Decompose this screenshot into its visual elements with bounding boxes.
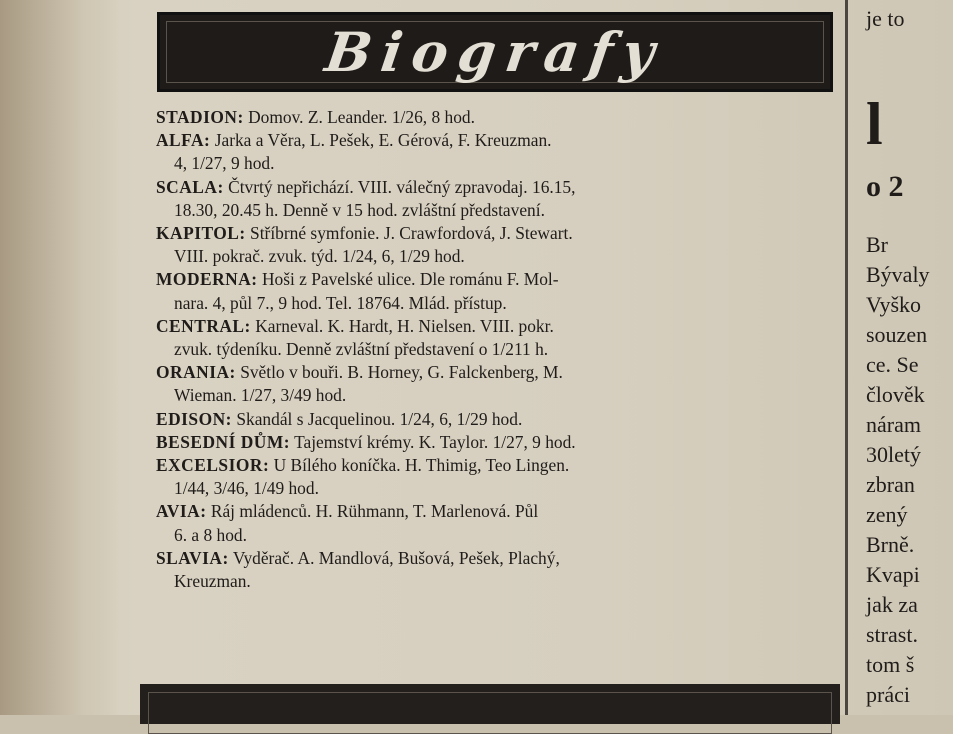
listing-first-line bbox=[156, 315, 846, 338]
adjacent-column-line: tom š bbox=[866, 652, 915, 677]
listing-text: Tajemství krémy. K. Taylor. 1/27, 9 hod. bbox=[294, 431, 576, 452]
listing-first-line bbox=[156, 547, 846, 570]
listing-entry bbox=[156, 176, 846, 222]
adjacent-column-line: náram bbox=[866, 412, 921, 437]
listing-text: Stříbrné symfonie. J. Crawfordová, J. Stewart. bbox=[250, 223, 573, 244]
listing-first-line bbox=[156, 454, 846, 477]
listing-continuation: 4, 1/27, 9 hod. bbox=[174, 153, 275, 174]
listing-continuation: Wieman. 1/27, 3/49 hod. bbox=[174, 385, 347, 406]
cinema-name: SCALA: bbox=[156, 176, 224, 197]
adjacent-column-line: Brně. bbox=[866, 532, 915, 557]
masthead-title: Biografy bbox=[321, 20, 669, 84]
listing-continuation: 6. a 8 hod. bbox=[174, 524, 247, 545]
listing-continuation: zvuk. týdeníku. Denně zvláštní představení o 1/211 h. bbox=[174, 339, 549, 360]
adjacent-column-line: 30letý bbox=[866, 442, 921, 467]
column-divider bbox=[845, 0, 848, 715]
adjacent-column-line: souzen bbox=[866, 322, 928, 347]
listing-first-line bbox=[156, 106, 846, 129]
listing-text: Ráj mládenců. H. Rühmann, T. Marlenová. Půl bbox=[210, 501, 539, 522]
adjacent-column-line: o 2 bbox=[866, 170, 904, 203]
cinema-name: EXCELSIOR: bbox=[156, 455, 270, 476]
listing-text: Světlo v bouři. B. Horney, G. Falckenberg, M. bbox=[240, 362, 563, 383]
adjacent-column-line: Br bbox=[866, 232, 888, 257]
listing-entry bbox=[156, 431, 846, 454]
listing-text: Skandál s Jacquelinou. 1/24, 6, 1/29 hod. bbox=[236, 408, 523, 429]
listing-first-line bbox=[156, 268, 846, 291]
listing-text: Jarka a Věra, L. Pešek, E. Gérová, F. Kreuzman. bbox=[214, 130, 552, 151]
listing-entry bbox=[156, 361, 846, 407]
adjacent-column-line: zbran bbox=[866, 472, 915, 497]
listing-entry bbox=[156, 454, 846, 500]
cinema-name: EDISON: bbox=[156, 408, 232, 429]
adjacent-column-line: Kvapi bbox=[866, 562, 920, 587]
banner-border bbox=[148, 692, 832, 734]
cinema-listings bbox=[156, 106, 846, 593]
listing-entry bbox=[156, 547, 846, 593]
listing-continuation: Kreuzman. bbox=[174, 571, 251, 592]
listing-first-line bbox=[156, 129, 846, 152]
listing-entry bbox=[156, 268, 846, 314]
listing-continuation: VIII. pokrač. zvuk. týd. 1/24, 6, 1/29 hod. bbox=[174, 246, 465, 267]
listing-first-line bbox=[156, 222, 846, 245]
listing-entry bbox=[156, 129, 846, 175]
listing-entry bbox=[156, 408, 846, 431]
listing-text: Karneval. K. Hardt, H. Nielsen. VIII. pokr. bbox=[255, 315, 554, 336]
adjacent-column-line: l bbox=[866, 91, 883, 157]
adjacent-column-line: práci bbox=[866, 682, 910, 707]
cinema-name: MODERNA: bbox=[156, 269, 258, 290]
cinema-name: SLAVIA: bbox=[156, 547, 229, 568]
adjacent-column-line: zený bbox=[866, 502, 908, 527]
listing-text: Hoši z Pavelské ulice. Dle románu F. Mol- bbox=[261, 269, 559, 290]
listing-entry bbox=[156, 106, 846, 129]
listing-first-line bbox=[156, 176, 846, 199]
adjacent-column-line: ce. Se bbox=[866, 352, 919, 377]
listing-entry bbox=[156, 315, 846, 361]
page-edge-shadow bbox=[0, 0, 120, 715]
adjacent-column-line: je to bbox=[866, 6, 905, 31]
section-masthead bbox=[157, 12, 833, 92]
listing-continuation: nara. 4, půl 7., 9 hod. Tel. 18764. Mlád. přístup. bbox=[174, 292, 507, 313]
listing-continuation: 18.30, 20.45 h. Denně v 15 hod. zvláštní představení. bbox=[174, 199, 545, 220]
listing-text: U Bílého koníčka. H. Thimig, Teo Lingen. bbox=[273, 455, 570, 476]
listing-text: Domov. Z. Leander. 1/26, 8 hod. bbox=[248, 107, 475, 127]
listing-entry bbox=[156, 500, 846, 546]
listing-first-line bbox=[156, 408, 846, 431]
cinema-name: CENTRAL: bbox=[156, 315, 251, 336]
listing-text: Vyděrač. A. Mandlová, Bušová, Pešek, Plachý, bbox=[232, 547, 560, 568]
adjacent-column-line: člověk bbox=[866, 382, 925, 407]
listing-text: Čtvrtý nepřichází. VIII. válečný zpravodaj. 16.15, bbox=[228, 176, 576, 197]
cinema-name: ORANIA: bbox=[156, 362, 236, 383]
cinema-name: STADION: bbox=[156, 107, 244, 127]
cinema-name: KAPITOL: bbox=[156, 223, 246, 244]
cinema-name: ALFA: bbox=[156, 130, 211, 151]
listing-continuation: 1/44, 3/46, 1/49 hod. bbox=[174, 478, 319, 499]
listing-entry bbox=[156, 222, 846, 268]
adjacent-column bbox=[858, 0, 953, 715]
adjacent-column-line: Vyško bbox=[866, 292, 922, 317]
next-section-banner bbox=[140, 684, 840, 724]
adjacent-column-line: strast. bbox=[866, 622, 918, 647]
cinema-name: BESEDNÍ DŮM: bbox=[156, 431, 291, 452]
adjacent-column-line: Bývaly bbox=[866, 262, 930, 287]
listing-first-line bbox=[156, 500, 846, 523]
adjacent-column-line: jak za bbox=[866, 592, 918, 617]
listing-first-line bbox=[156, 361, 846, 384]
cinema-name: AVIA: bbox=[156, 501, 207, 522]
listing-first-line bbox=[156, 431, 846, 454]
